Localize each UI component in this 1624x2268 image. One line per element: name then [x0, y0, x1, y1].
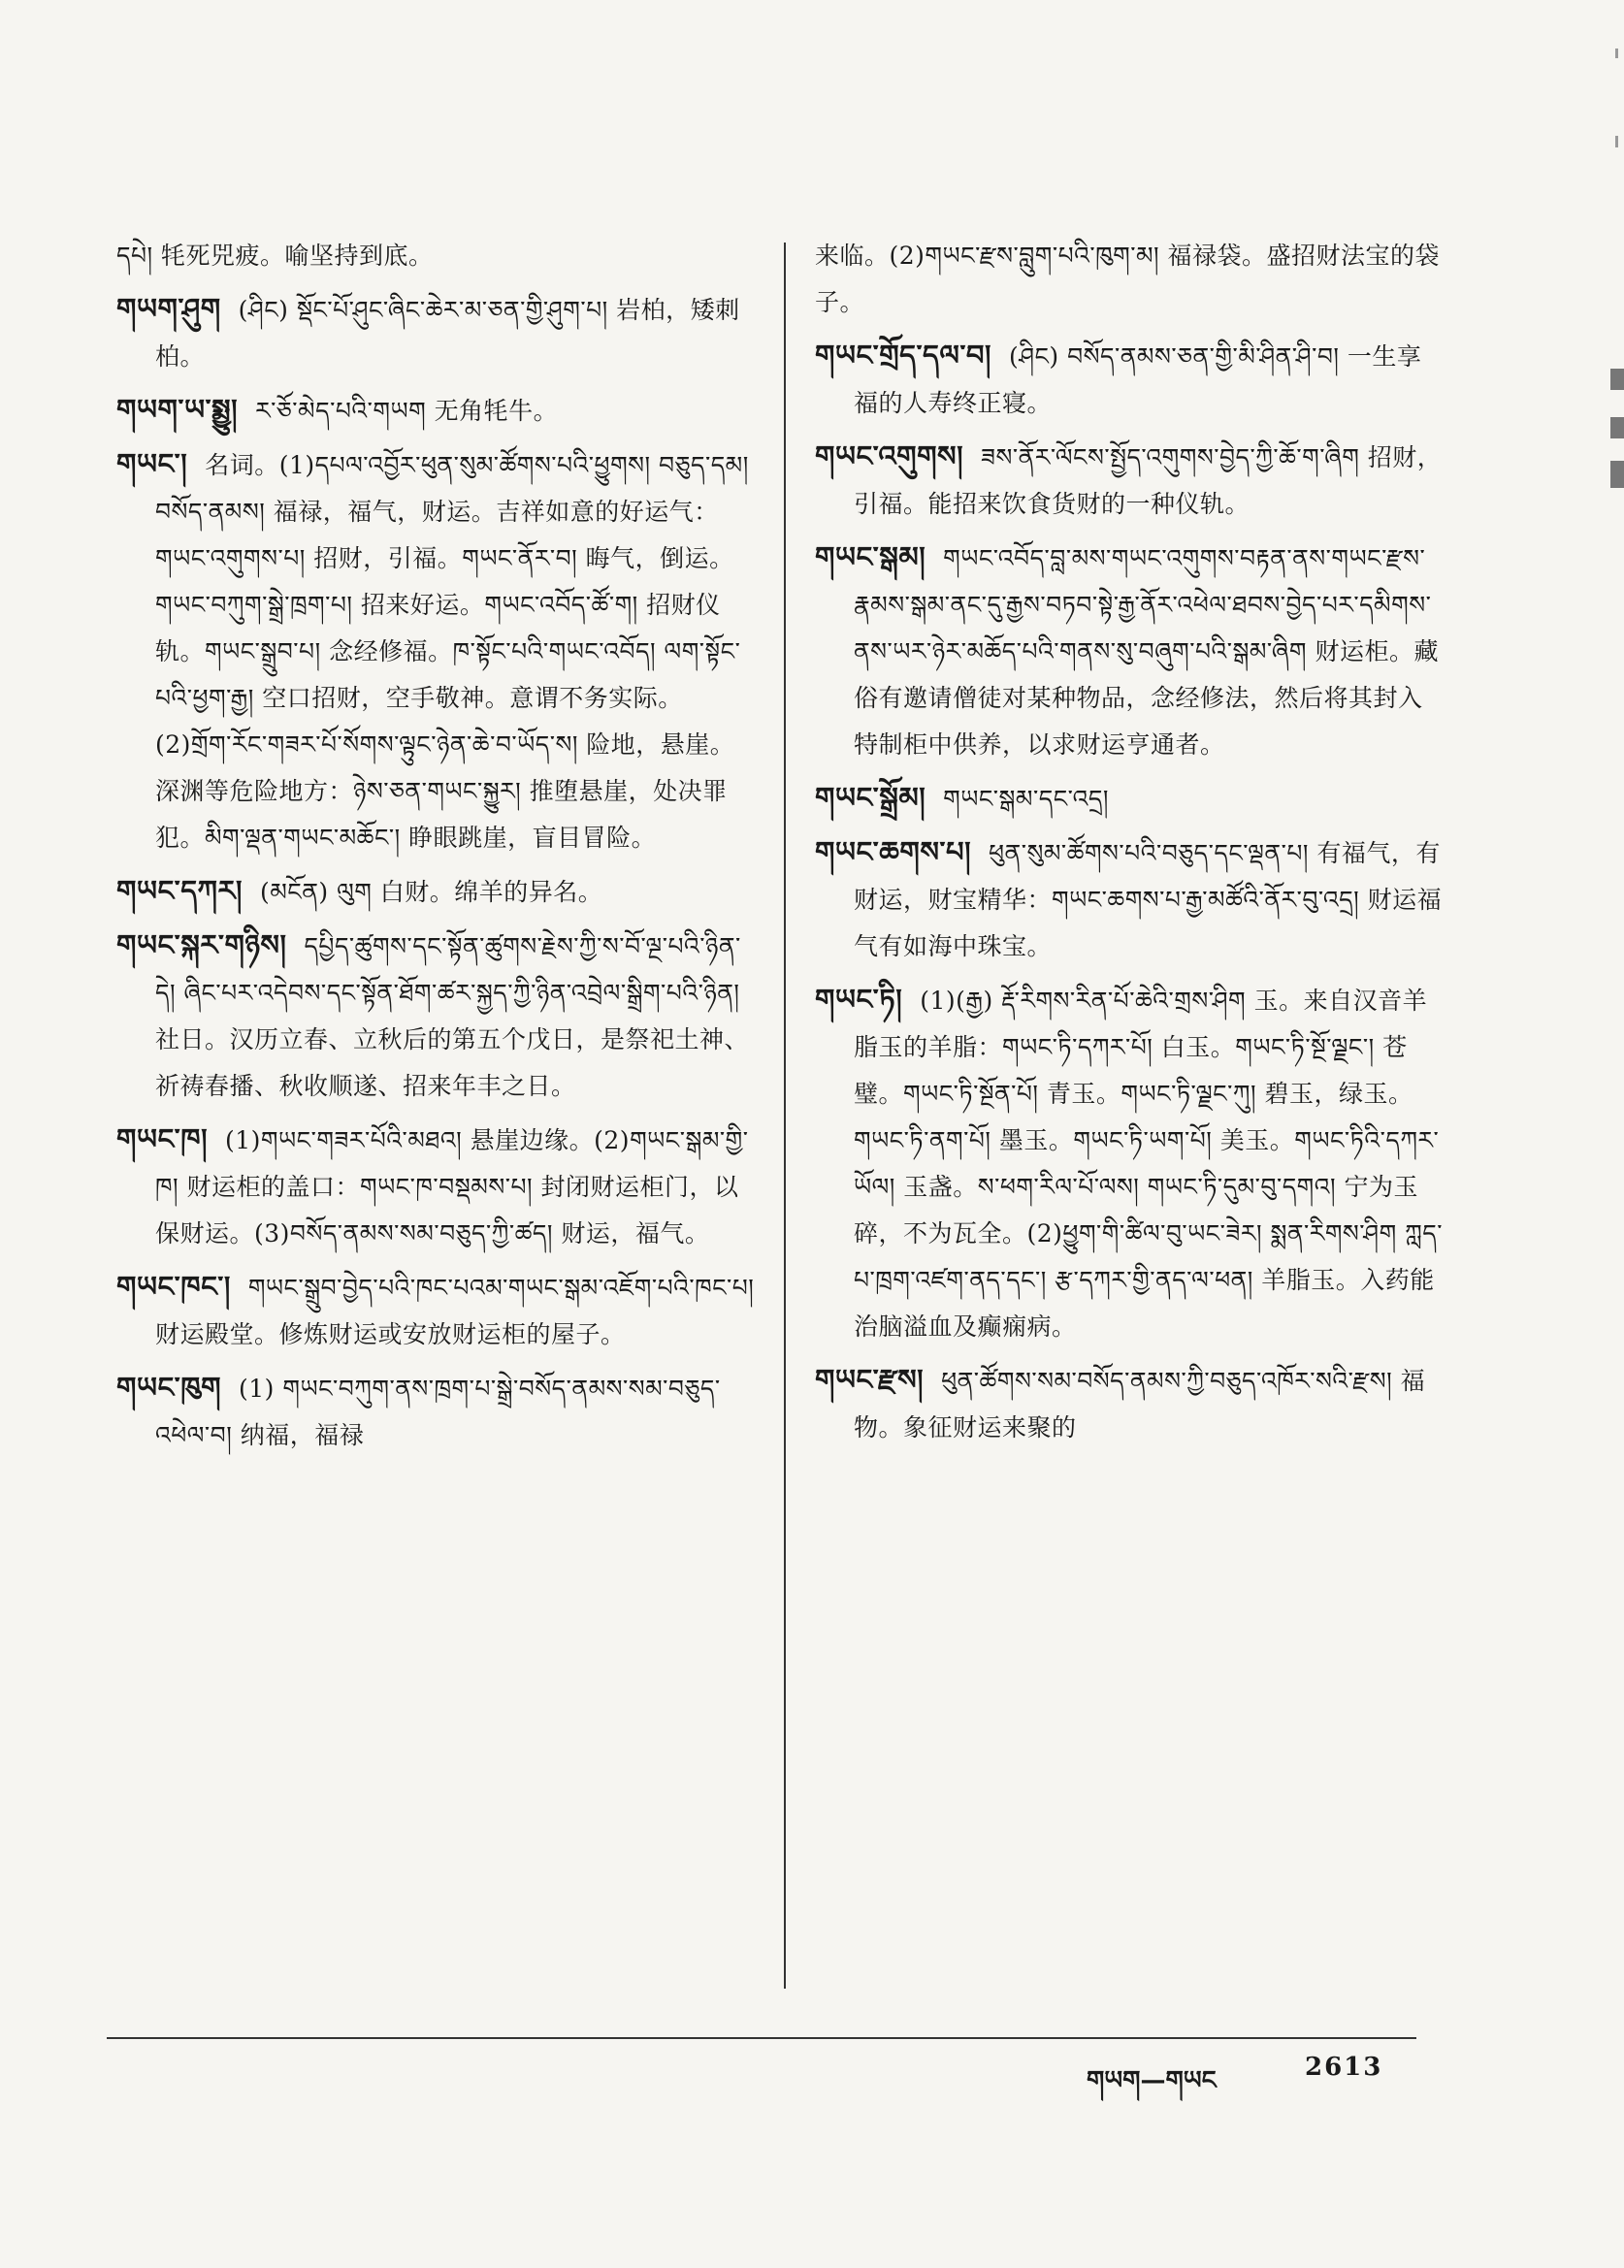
- headword: གཡག་ཡ་སྨྱུ།: [116, 393, 239, 426]
- scan-artifact: [1615, 136, 1618, 147]
- headword: གཡང་ཁ།: [116, 1122, 209, 1155]
- definition: གཡང་འབོད་བླ་མས་གཡང་འགུགས་བརྟན་ནས་གཡང་རྫས་རྣམས་སྒམ་ནང་དུ་རྒྱས་བཏབ་སྟེ་རྒྱ་ནོར་འཕེལ་ཐབས་བྱེད་པར་དམིགས་ནས་ཡར་ཉེར་མཆོད་པའི་གནས་སུ་བཞུག་པའི་སྒམ་ཞིག 财运柜。藏俗有邀请僧徒对某种物品，念经修法，然后将其封入特制柜中供养，以求财运亨通者。: [854, 544, 1439, 759]
- definition: ཟས་ནོར་ལོངས་སྤྱོད་འགུགས་བྱེད་ཀྱི་ཆོ་ག་ཞིག 招财，引福。能招来饮食货财的一种仪轨。: [854, 443, 1443, 518]
- entry: [815, 976, 1445, 1350]
- footer-rule: [107, 2037, 1416, 2039]
- definition: (མངོན) ལུག 白财。绵羊的异名。: [259, 878, 603, 906]
- headword: གཡག་ཤུག: [116, 292, 221, 325]
- page-number: 2613: [1305, 2053, 1383, 2082]
- definition: (ཤིང) སྡོང་པོ་ཤུང་ཞིང་ཆེར་མ་ཅན་གྱི་ཤུག་པ། 岩柏，矮刺柏。: [155, 296, 740, 371]
- column-divider: [784, 243, 786, 1989]
- entry: [815, 534, 1445, 768]
- definition: ཕུན་སུམ་ཚོགས་པའི་བཅུད་དང་ལྡན་པ། 有福气，有财运，财宝精华：གཡང་ཆགས་པ་རྒྱ་མཚོའི་ནོར་བུ་འདྲ། 财运福气有如海中珠宝。: [854, 839, 1443, 960]
- definition: 名词。(1)དཔལ་འབྱོར་ཕུན་སུམ་ཚོགས་པའི་ཕྱུགས། བཅུད་དམ། བསོད་ནམས། 福禄，福气，财运。吉祥如意的好运气：གཡང་འགུགས་པ། 招财，引福。གཡང་ནོར་བ། 晦气，倒运。གཡང་བཀུག་སྒྲེ་ཁྲག་པ། 招来好运。གཡང་འབོད་ཚོ་ག། 招财仪轨。གཡང་སྒྲུབ་པ། 念经修福。ཁ་སྟོང་པའི་གཡང་འབོད། ལག་སྟོང་པའི་ཕྱག་རྒྱ། 空口招财，空手敬神。意谓不务实际。(2)གྲོག་རོང་གཟར་པོ་སོགས་ལྟུང་ཉེན་ཆེ་བ་ཡོད་ས། 险地，悬崖。深渊等危险地方：ཉེས་ཅན་གཡང་སྐྱུར། 推堕悬崖，处决罪犯。མིག་ལྡན་གཡང་མཆོང་། 睁眼跳崖，盲目冒险。: [155, 451, 749, 852]
- definition: དཔེ། 牦死兕疲。喻坚持到底。: [116, 242, 434, 270]
- headword: གཡང་།: [116, 447, 188, 480]
- entry: [116, 1116, 757, 1257]
- headword: གཡང་ཆགས་པ།: [815, 835, 972, 868]
- entry: [116, 1364, 757, 1459]
- left-column: [116, 233, 757, 2008]
- headword: གཡང་སྒྲོམ།: [815, 781, 926, 814]
- definition: (ཤིང) བསོད་ནམས་ཅན་གྱི་མི་ཤིན་ཤི་བ། 一生享福的人寿终正寝。: [854, 342, 1422, 417]
- entry: [116, 922, 757, 1110]
- headword: གཡང་རྫས།: [815, 1363, 925, 1396]
- headword: གཡང་དཀར།: [116, 874, 243, 907]
- thumb-index-mark: [1610, 461, 1624, 488]
- entry: [116, 440, 757, 861]
- scan-artifact: [1615, 49, 1618, 58]
- definition: (1) གཡང་བཀུག་ནས་ཁྲག་པ་སྒྲེ་བསོད་ནམས་སམ་བཅུད་འཕེལ་བ། 纳福，福禄: [155, 1375, 721, 1449]
- entry: [815, 332, 1445, 427]
- entry: [815, 233, 1445, 326]
- thumb-index-mark: [1610, 369, 1624, 390]
- running-head: གཡག—གཡང: [1087, 2066, 1217, 2095]
- definition: གཡང་སྒམ་དང་འདྲ།: [943, 785, 1109, 813]
- entry: [116, 386, 757, 435]
- definition: གཡང་སྒྲུབ་བྱེད་པའི་ཁང་པའམ་གཡང་སྒམ་འཇོག་པའི་ཁང་པ། 财运殿堂。修炼财运或安放财运柜的屋子。: [155, 1274, 755, 1348]
- entry: [116, 233, 757, 279]
- entry: [116, 1263, 757, 1358]
- headword: གཡང་འགུགས།: [815, 439, 964, 472]
- entry: [815, 774, 1445, 823]
- definition: 来临。(2)གཡང་རྫས་བླུག་པའི་ཁུག་མ། 福禄袋。盛招财法宝的袋子。: [815, 242, 1441, 316]
- entry: [815, 433, 1445, 528]
- headword: གཡང་སྒམ།: [815, 540, 926, 573]
- headword: གཡང་སྐར་གཉིས།: [116, 928, 287, 961]
- headword: གཡང་ཁང་།: [116, 1270, 231, 1303]
- definition: (1)གཡང་གཟར་པོའི་མཐའ། 悬崖边缘。(2)གཡང་སྒམ་གྱི་ཁ། 财运柜的盖口：གཡང་ཁ་བསྡམས་པ། 封闭财运柜门，以保财运。(3)བསོད་ནམས་སམ་བཅུད་ཀྱི་ཚད། 财运，福气。: [155, 1126, 749, 1247]
- entry: [815, 828, 1445, 970]
- headword: གཡང་ཁུག: [116, 1371, 221, 1404]
- right-column: [815, 233, 1445, 2008]
- headword: གཡང་ཏི།: [815, 983, 903, 1016]
- definition: ར་ཅོ་མེད་པའི་གཡག 无角牦牛。: [255, 397, 559, 425]
- headword: གཡང་གྲོད་དལ་བ།: [815, 339, 991, 372]
- definition: (1)(རྒྱ) རྡོ་རིགས་རིན་པོ་ཆེའི་གྲས་ཤིག 玉。来自汉音羊脂玉的羊脂：གཡང་ཏི་དཀར་པོ། 白玉。གཡང་ཏི་སྔོ་ལྗང་། 苍璧。གཡང་ཏི་སྔོན་པོ། 青玉。གཡང་ཏི་ལྗང་ཀུ། 碧玉，绿玉。གཡང་ཏི་ནག་པོ། 墨玉。གཡང་ཏི་ཡག་པོ། 美玉。གཡང་ཏིའི་དཀར་ཡོལ། 玉盏。ས་ཕག་རིལ་པོ་ལས། གཡང་ཏི་དུམ་བུ་དགའ། 宁为玉碎，不为瓦全。(2)ཕྱུག་གི་ཚིལ་བུ་ཡང་ཟེར། སྨན་རིགས་ཤིག ཀླད་པ་ཁྲག་འཛག་ནད་དང་། རྩ་དཀར་གྱི་ནད་ལ་ཕན། 羊脂玉。入药能治脑溢血及癫痫病。: [854, 987, 1443, 1341]
- thumb-index-mark: [1610, 417, 1624, 438]
- entry: [116, 867, 757, 916]
- entry: [815, 1356, 1445, 1451]
- definition: ཕུན་ཚོགས་སམ་བསོད་ནམས་ཀྱི་བཅུད་འཁོར་སའི་རྫས། 福物。象征财运来聚的: [854, 1367, 1426, 1442]
- definition: དཔྱིད་ཚུགས་དང་སྟོན་ཚུགས་རྗེས་ཀྱི་ས་བོ་ལྔ་པའི་ཉིན་དེ། ཞིང་པར་འདེབས་དང་སྟོན་ཐོག་ཚར་སྐྱད་ཀྱི་ཉིན་འབྲེལ་སྒྲིག་པའི་ཉིན། 社日。汉历立春、立秋后的第五个戊日，是祭祀土神、祈祷春播、秋收顺遂、招来年丰之日。: [155, 932, 750, 1100]
- entry: [116, 285, 757, 380]
